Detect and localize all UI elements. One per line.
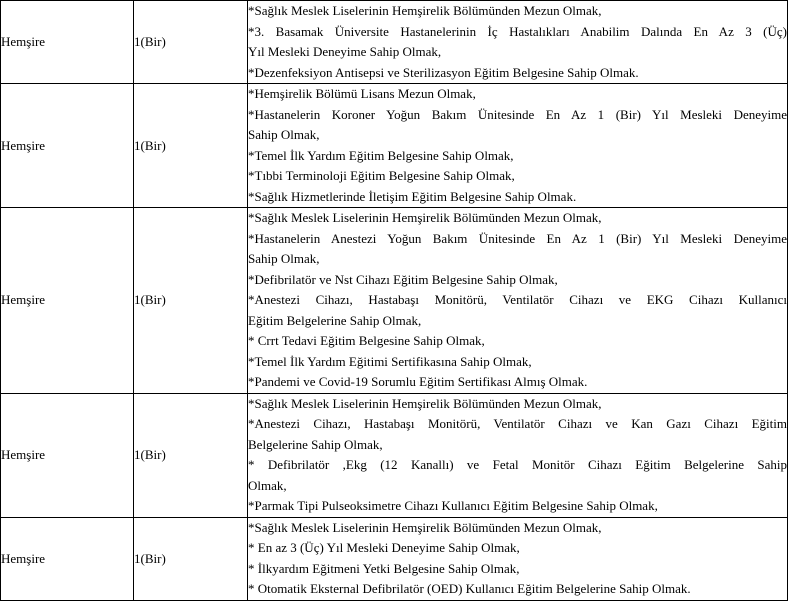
requirement-line: * İlkyardım Eğitmeni Yetki Belgesine Sahip Olmak, xyxy=(248,560,520,576)
requirement-line: * En az 3 (Üç) Yıl Mesleki Deneyime Sahip Olmak, xyxy=(248,540,520,555)
requirement-line: * Defibrilatör ,Ekg (12 Kanallı) ve Fetal Monitör Cihazı Eğitim Belgelerine Sahip xyxy=(248,457,787,472)
requirement-line: *Anestezi Cihazı, Hastabaşı Monitörü, Ventilatör Cihazı ve Kan Gazı Cihazı Eğitim xyxy=(248,416,787,431)
requirement-line: Eğitim Belgelerine Sahip Olmak, xyxy=(248,312,422,328)
requirement-line: Sahip Olmak, xyxy=(248,127,320,142)
position-title: Hemşire xyxy=(1,517,134,600)
requirement-line: *Hastanelerin Koroner Yoğun Bakım Ünitesinde En Az 1 (Bir) Yıl Mesleki Deneyime xyxy=(248,106,787,122)
table-row xyxy=(1,1,788,84)
position-title: Hemşire xyxy=(1,1,134,84)
requirement-line: *Hemşirelik Bölümü Lisans Mezun Olmak, xyxy=(248,86,476,101)
requirements-cell xyxy=(248,84,788,208)
requirement-line: *3. Basamak Üniversite Hastanelerinin İç Hastalıkları Anabilim Dalında En Az 3 (Üç) xyxy=(248,23,787,39)
requirement-line: *Temel İlk Yardım Eğitimi Sertifikasına Sahip Olmak, xyxy=(248,353,532,369)
position-count: 1(Bir) xyxy=(134,84,248,208)
requirement-line: *Hastanelerin Anestezi Yoğun Bakım Ünitesinde En Az 1 (Bir) Yıl Mesleki Deneyime xyxy=(248,230,787,246)
requirement-line: Olmak, xyxy=(248,477,287,493)
requirement-line: *Temel İlk Yardım Eğitim Belgesine Sahip Olmak, xyxy=(248,147,514,163)
requirements-cell xyxy=(248,208,788,394)
position-count: 1(Bir) xyxy=(134,1,248,84)
position-count: 1(Bir) xyxy=(134,393,248,517)
requirement-line: *Defibrilatör ve Nst Cihazı Eğitim Belgesine Sahip Olmak, xyxy=(248,271,558,287)
requirement-line: *Sağlık Meslek Liselerinin Hemşirelik Bölümünden Mezun Olmak, xyxy=(248,3,602,18)
position-title: Hemşire xyxy=(1,393,134,517)
requirement-line: Sahip Olmak, xyxy=(248,251,320,266)
requirements-cell xyxy=(248,1,788,84)
requirement-line: Yıl Mesleki Deneyime Sahip Olmak, xyxy=(248,44,442,59)
requirement-line: * Crrt Tedavi Eğitim Belgesine Sahip Olmak, xyxy=(248,333,485,348)
requirement-line: *Sağlık Hizmetlerinde İletişim Eğitim Belgesine Sahip Olmak. xyxy=(248,188,577,204)
table-row xyxy=(1,84,788,208)
requirements-cell xyxy=(248,393,788,517)
requirements-cell xyxy=(248,517,788,600)
table-row xyxy=(1,517,788,600)
position-title: Hemşire xyxy=(1,84,134,208)
requirement-line: *Dezenfeksiyon Antisepsi ve Sterilizasyon Eğitim Belgesine Sahip Olmak. xyxy=(248,64,639,80)
position-count: 1(Bir) xyxy=(134,517,248,600)
requirement-line: *Pandemi ve Covid-19 Sorumlu Eğitim Sertifikası Almış Olmak. xyxy=(248,374,588,389)
table-row xyxy=(1,393,788,517)
requirement-line: Belgelerine Sahip Olmak, xyxy=(248,436,383,452)
requirement-line: *Sağlık Meslek Liselerinin Hemşirelik Bölümünden Mezun Olmak, xyxy=(248,210,602,225)
requirement-line: *Sağlık Meslek Liselerinin Hemşirelik Bölümünden Mezun Olmak, xyxy=(248,519,602,535)
requirement-line: *Parmak Tipi Pulseoksimetre Cihazı Kullanıcı Eğitim Belgesine Sahip Olmak, xyxy=(248,498,658,513)
position-title: Hemşire xyxy=(1,208,134,394)
requirement-line: * Otomatik Eksternal Defibrilatör (OED) Kullanıcı Eğitim Belgelerine Sahip Olmak. xyxy=(248,581,691,596)
requirement-line: *Anestezi Cihazı, Hastabaşı Monitörü, Ventilatör Cihazı ve EKG Cihazı Kullanıcı xyxy=(248,292,787,307)
table-row xyxy=(1,208,788,394)
requirement-line: *Sağlık Meslek Liselerinin Hemşirelik Bölümünden Mezun Olmak, xyxy=(248,395,602,411)
requirements-table-body xyxy=(1,1,788,601)
position-count: 1(Bir) xyxy=(134,208,248,394)
requirement-line: *Tıbbi Terminoloji Eğitim Belgesine Sahip Olmak, xyxy=(248,168,515,183)
